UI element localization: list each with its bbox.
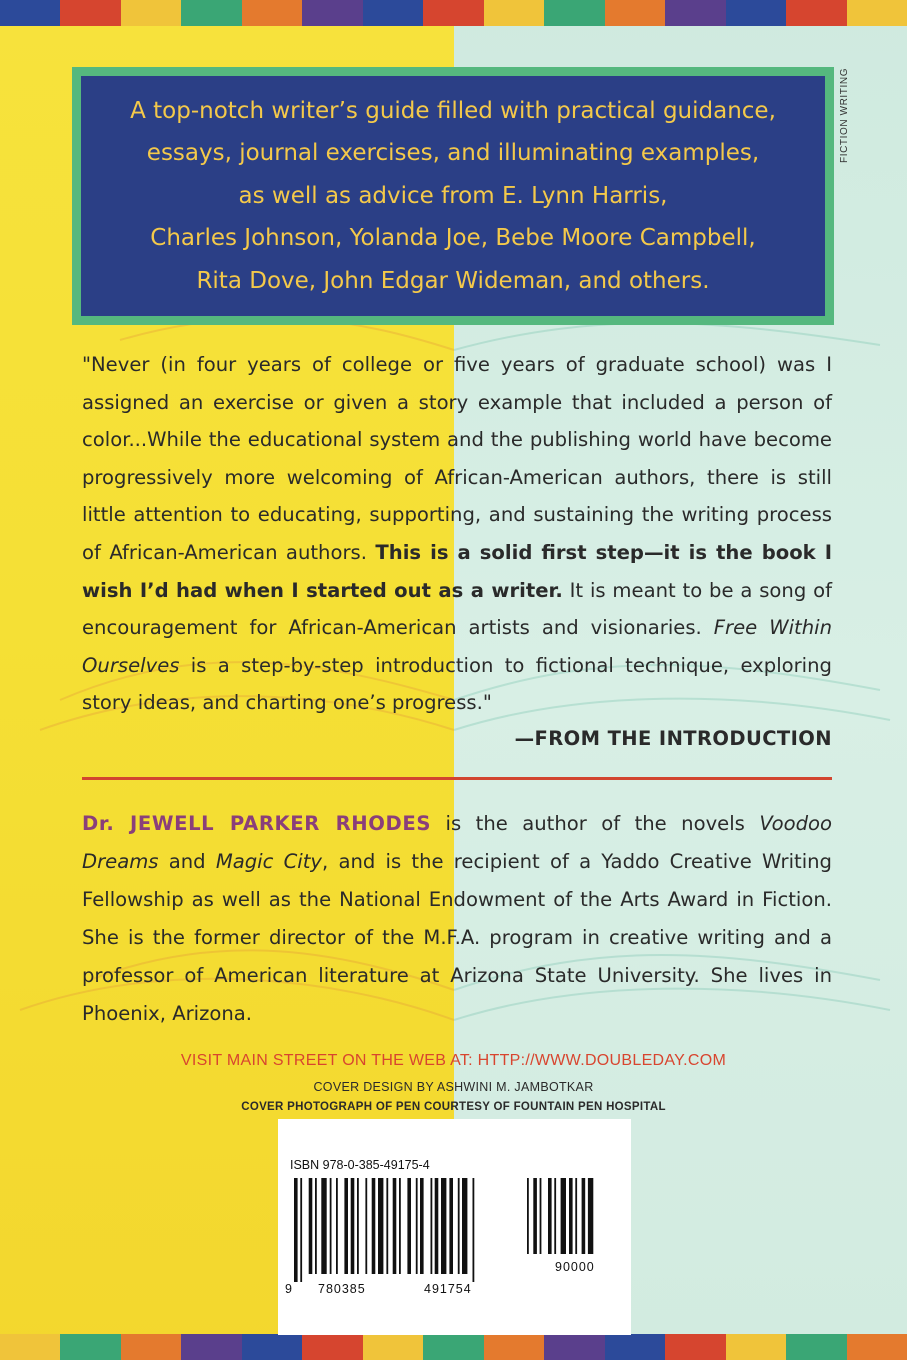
- barcode-bar: [378, 1178, 383, 1274]
- barcode-bar: [588, 1178, 593, 1254]
- bio-text: and: [158, 850, 216, 873]
- barcode-bar: [300, 1178, 302, 1282]
- barcode-bar: [441, 1178, 446, 1274]
- barcode-digits-left: 780385: [318, 1282, 366, 1296]
- barcode-bar: [582, 1178, 586, 1254]
- barcode-bar: [399, 1178, 401, 1274]
- barcode-bar: [431, 1178, 433, 1274]
- novel-title: Magic City: [215, 850, 323, 873]
- barcode-bar: [330, 1178, 332, 1274]
- barcode-bar: [351, 1178, 355, 1274]
- quote-text: It is meant to be a song of encouragement for African-American artists and visionaries.: [82, 578, 832, 640]
- blurb-frame: [72, 67, 834, 325]
- barcode-bar: [315, 1178, 317, 1274]
- cover-design-credit: COVER DESIGN BY ASHWINI M. JAMBOTKAR: [313, 1080, 594, 1094]
- quote-attribution: —FROM THE INTRODUCTION: [514, 727, 832, 750]
- barcode-bar: [372, 1178, 376, 1274]
- barcode-bar: [462, 1178, 467, 1274]
- barcode-bar: [540, 1178, 542, 1254]
- barcode-bar: [420, 1178, 424, 1274]
- quote-highlight: This is a solid first step—it is the book I wish I’d had when I started out as a writer.: [82, 540, 832, 602]
- blurb-line: Rita Dove, John Edgar Wideman, and others.: [196, 267, 710, 294]
- barcode-bar: [386, 1178, 388, 1274]
- barcode-bar: [527, 1178, 529, 1254]
- barcode-bar: [416, 1178, 418, 1274]
- quote-text: is a step-by-step introduction to fictional technique, exploring story ideas, and charting one’s progress.": [82, 653, 832, 715]
- barcode-bar: [575, 1178, 577, 1254]
- barcode-bar: [365, 1178, 367, 1274]
- genre-label: FICTION WRITING: [839, 67, 850, 163]
- barcode-bar: [548, 1178, 552, 1254]
- novel-title: Voodoo Dreams: [82, 812, 832, 873]
- cover-photo-credit: COVER PHOTOGRAPH OF PEN COURTESY OF FOUNTAIN PEN HOSPITAL: [241, 1101, 666, 1113]
- barcode-bar: [554, 1178, 556, 1254]
- bio-text: is the author of the novels: [431, 812, 760, 835]
- barcode-bar: [435, 1178, 439, 1274]
- isbn-label: ISBN 978-0-385-49175-4: [290, 1158, 430, 1172]
- barcode-digits-right: 491754: [424, 1282, 472, 1296]
- blurb-line: essays, journal exercises, and illuminating examples,: [146, 140, 760, 167]
- divider-rule: [82, 777, 832, 780]
- blurb-box: [81, 76, 825, 316]
- barcode-bar: [407, 1178, 411, 1274]
- bio-text: , and is the recipient of a Yaddo Creative Writing Fellowship as well as the National Endowment of the Arts Award in Fiction. She is the former director of the M.F.A. program in creative writing and a professor of American literature at Arizona State University. She lives in Phoenix, Arizona.: [82, 850, 832, 1025]
- blurb-line: Charles Johnson, Yolanda Joe, Bebe Moore Campbell,: [150, 225, 756, 252]
- book-title: Free Within Ourselves: [82, 616, 832, 677]
- barcode-bar: [357, 1178, 359, 1274]
- barcode-bar: [393, 1178, 397, 1274]
- barcode-lead-digit: 9: [285, 1282, 292, 1296]
- blurb-line: A top-notch writer’s guide filled with practical guidance,: [130, 97, 776, 124]
- barcode-bar: [458, 1178, 460, 1274]
- author-bio: [82, 805, 832, 1033]
- barcode-bar: [321, 1178, 326, 1274]
- barcode-bar: [336, 1178, 338, 1274]
- barcode-bar: [449, 1178, 453, 1274]
- barcode-price-code: 90000: [555, 1260, 595, 1274]
- blurb-line: as well as advice from E. Lynn Harris,: [238, 182, 668, 209]
- introduction-quote: [82, 346, 832, 722]
- barcode-bar: [533, 1178, 537, 1254]
- barcode-bar: [473, 1178, 475, 1282]
- quote-text: "Never (in four years of college or five years of graduate school) was I assigned an exercise or given a story example that included a person of color...While the educational system and the publishing world have become progressively more welcoming of African-American authors, there is still little attention to educating, supporting, and sustaining the writing process of African-American authors.: [82, 353, 832, 564]
- barcode-bar: [569, 1178, 573, 1254]
- barcode-bar: [294, 1178, 298, 1282]
- barcode-bar: [344, 1178, 348, 1274]
- author-name: Dr. JEWELL PARKER RHODES: [82, 812, 432, 835]
- barcode-bar: [561, 1178, 566, 1254]
- blurb-text: [130, 90, 776, 303]
- publisher-web-link: VISIT MAIN STREET ON THE WEB AT: HTTP://WWW.DOUBLEDAY.COM: [180, 1052, 727, 1069]
- barcode-bar: [309, 1178, 313, 1274]
